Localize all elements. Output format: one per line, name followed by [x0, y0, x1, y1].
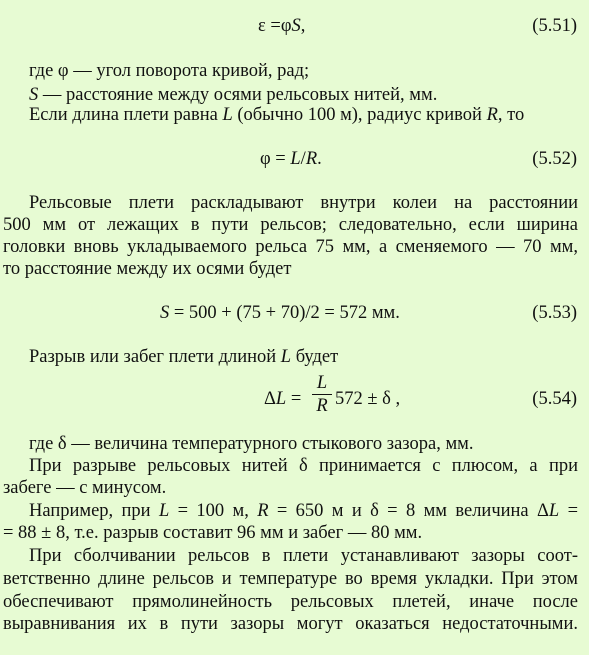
text-line [29, 500, 578, 522]
equation-var: S [160, 303, 170, 323]
inline-text: = [559, 501, 578, 521]
equation-lhs: Δ [264, 389, 276, 409]
inline-text: будет [291, 347, 339, 367]
fraction-denominator: R [316, 396, 328, 416]
equation-number: (5.54) [532, 389, 577, 409]
equation-5-52 [260, 148, 322, 170]
equation-number: (5.51) [532, 16, 577, 36]
fraction-bar [312, 394, 332, 395]
equation-var: S [291, 16, 301, 36]
inline-text: — расстояние между осями рельсовых нитей, мм. [38, 85, 438, 105]
equation-tail: , [300, 16, 306, 36]
inline-var: L [158, 501, 170, 521]
fraction-numerator: L [316, 373, 328, 393]
text-line [29, 84, 578, 106]
inline-text: Если длина плети равна [29, 105, 223, 125]
equation-lhs: φ = [260, 149, 291, 169]
text-line [29, 104, 578, 126]
text-line: выравнивания их в пути зазоры могут оказаться недостаточными. [3, 614, 578, 634]
inline-text: Например, при [29, 501, 159, 521]
equation-5-53 [160, 302, 400, 324]
equation-var: L [275, 389, 287, 409]
inline-text: (обычно 100 м), радиус кривой [232, 105, 487, 125]
inline-text: , то [497, 105, 525, 125]
text-line: 500 мм от лежащих в пути рельсов; следовательно, если ширина [3, 215, 578, 235]
equation-lhs: ε =φ [258, 16, 292, 36]
equation-body: = 500 + (75 + 70)/2 = 572 мм. [169, 303, 400, 323]
equation-5-51 [258, 15, 305, 37]
text-line: При сболчивании рельсов в плети устанавливают зазоры соот- [29, 546, 578, 566]
inline-var: L [222, 105, 233, 125]
equation-tail: . [317, 149, 322, 169]
text-line: Рельсовые плети раскладывают внутри колеи на расстоянии [29, 193, 578, 213]
equation-number: (5.53) [532, 303, 577, 323]
inline-var: S [29, 85, 39, 105]
text-line: забеге — с минусом. [3, 478, 167, 498]
equation-eq: = [286, 389, 302, 409]
text-line: = 88 ± 8, т.е. разрыв составит 96 мм и забег — 80 мм. [3, 523, 423, 543]
text-line: где δ — величина температурного стыкового зазора, мм. [29, 434, 474, 454]
inline-var: L [280, 347, 292, 367]
inline-text: = 100 м, [169, 501, 258, 521]
equation-var: L [290, 149, 301, 169]
text-line: При разрыве рельсовых нитей δ принимается с плюсом, а при [29, 456, 578, 476]
equation-fraction [312, 374, 332, 415]
inline-text: = 650 м и δ = 8 мм величина Δ [268, 501, 549, 521]
inline-text: Разрыв или забег плети длиной [29, 347, 281, 367]
equation-5-54-lhs [264, 388, 301, 410]
text-line [29, 346, 578, 368]
text-line: ветственно длине рельсов и температуре во время укладки. При этом [3, 569, 578, 589]
inline-var: L [548, 501, 560, 521]
inline-var: R [486, 105, 498, 125]
equation-number: (5.52) [532, 149, 577, 169]
equation-var: R [305, 149, 318, 169]
inline-var: R [257, 501, 269, 521]
text-line: то расстояние между их осями будет [3, 259, 292, 279]
equation-5-54-rhs: 572 ± δ , [335, 389, 401, 409]
text-line: где φ — угол поворота кривой, рад; [29, 61, 310, 81]
equation-sep: / [300, 149, 306, 169]
text-line: головки вновь укладываемого рельса 75 мм, а сменяемого — 70 мм, [3, 237, 578, 257]
text-line: обеспечивают прямолинейность рельсовых плетей, иначе после [3, 592, 578, 612]
